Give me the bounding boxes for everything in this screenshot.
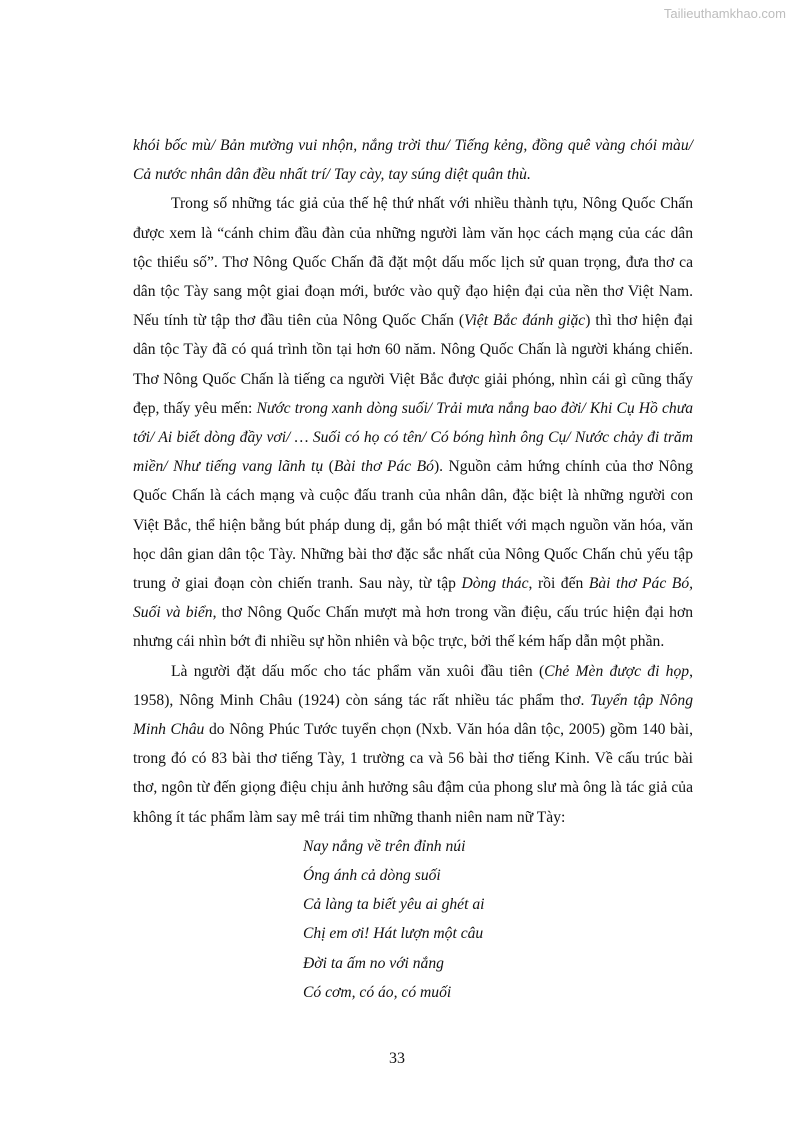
poem-line: Chị em ơi! Hát lượn một câu	[303, 925, 484, 943]
page-body	[133, 131, 693, 1007]
poem-line: Đời ta ấm no với nắng	[303, 954, 444, 972]
paragraph-poem-continuation: khói bốc mù/ Bản mường vui nhộn, nắng trời thu/ Tiếng kẻng, đồng quê vàng chói màu/ Cả nước nhân dân đều nhất trí/ Tay cày, tay súng diệt quân thù.	[133, 137, 693, 184]
page-number: 33	[389, 1050, 405, 1067]
poem-line: Có cơm, có áo, có muối	[303, 983, 452, 1001]
poem-line: Óng ánh cả dòng suối	[303, 867, 441, 885]
poem-block	[133, 832, 693, 1007]
poem-line: Nay nắng về trên đỉnh núi	[303, 837, 466, 855]
poem-line: Cả làng ta biết yêu ai ghét ai	[303, 896, 485, 914]
paragraph-nong-minh-chau: Là người đặt dấu mốc cho tác phẩm văn xuôi đầu tiên (Chẻ Mèn được đi họp, 1958), Nông Minh Châu (1924) còn sáng tác rất nhiều tác phẩm thơ. Tuyển tập Nông Minh Châu do Nông Phúc Tước tuyển chọn (Nxb. Văn hóa dân tộc, 2005) gồm 140 bài, trong đó có 83 bài thơ tiếng Tày, 1 trường ca và 56 bài thơ tiếng Kinh. Về cấu trúc bài thơ, ngôn từ đến giọng điệu chịu ảnh hưởng sâu đậm của phong slư mà ông là tác giả của không ít tác phẩm làm say mê trái tim những thanh niên nam nữ Tày:	[133, 662, 694, 826]
watermark: Tailieuthamkhao.com	[663, 6, 786, 21]
paragraph-nong-quoc-chan: Trong số những tác giả của thế hệ thứ nhất với nhiều thành tựu, Nông Quốc Chấn được xem là “cánh chim đầu đàn của những người làm văn học cách mạng của các dân tộc thiểu số”. Thơ Nông Quốc Chấn đã đặt một dấu mốc lịch sử quan trọng, đưa thơ ca dân tộc Tày sang một giai đoạn mới, bước vào quỹ đạo hiện đại của nền thơ Việt Nam. Nếu tính từ tập thơ đầu tiên của Nông Quốc Chấn (Việt Bắc đánh giặc) thì thơ hiện đại dân tộc Tày đã có quá trình tồn tại hơn 60 năm. Nông Quốc Chấn là người kháng chiến. Thơ Nông Quốc Chấn là tiếng ca người Việt Bắc được giải phóng, nhìn cái gì cũng thấy đẹp, thấy yêu mến: Nước trong xanh dòng suối/ Trải mưa nắng bao đời/ Khi Cụ Hồ chưa tới/ Ai biết dòng đầy vơi/ … Suối có họ có tên/ Có bóng hình ông Cụ/ Nước chảy đi trăm miền/ Như tiếng vang lãnh tụ (Bài thơ Pác Bó). Nguồn cảm hứng chính của thơ Nông Quốc Chấn là cách mạng và cuộc đấu tranh của nhân dân, đặc biệt là những người con Việt Bắc, thể hiện bằng bút pháp dung dị, gắn bó mật thiết với mạch nguồn văn hóa, văn học dân gian dân tộc Tày. Những bài thơ đặc sắc nhất của Nông Quốc Chấn chủ yếu tập trung ở giai đoạn còn chiến tranh. Sau này, từ tập Dòng thác, rồi đến Bài thơ Pác Bó, Suối và biển, thơ Nông Quốc Chấn mượt mà hơn trong vần điệu, cấu trúc hiện đại hơn nhưng cái nhìn bớt đi nhiều sự hồn nhiên và bộc trực, bởi thế kém hấp dẫn một phần.	[133, 195, 694, 651]
